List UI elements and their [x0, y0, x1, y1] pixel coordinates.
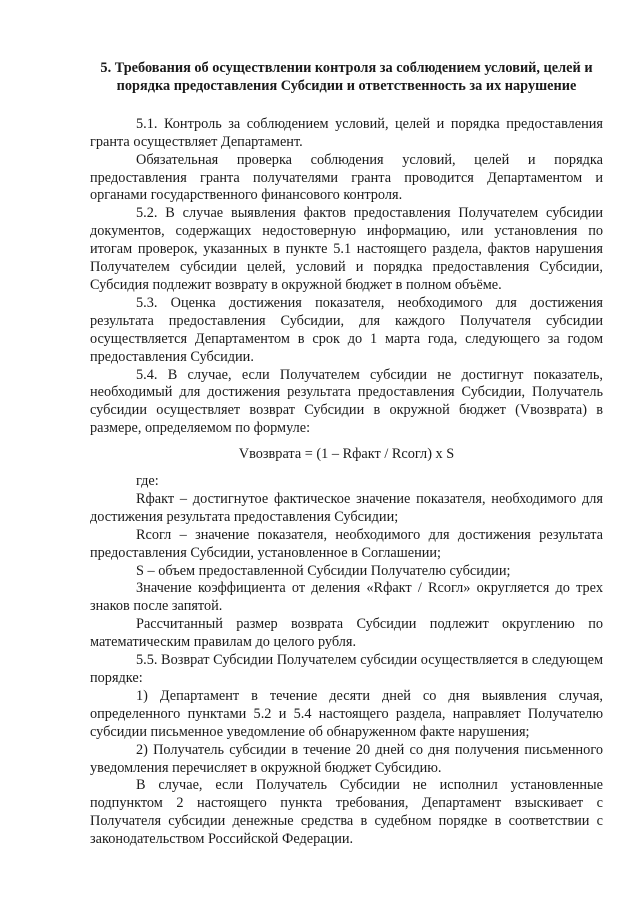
- paragraph-5-3: 5.3. Оценка достижения показателя, необходимого для достижения результата предоставления Субсидии, для каждого Получателя субсидии осуществляется Департаментом в срок до 1 марта года, следующего за годом предоставления Субсидии.: [90, 294, 603, 365]
- refund-formula: Vвозврата = (1 – Rфакт / Rсогл) x S: [238, 446, 455, 463]
- list-item-1: 1) Департамент в течение десяти дней со дня выявления случая, определенного пунктами 5.2 и 5.4 настоящего раздела, направляет Получателю субсидии письменное уведомление об обнаруженном факте нарушения;: [90, 687, 603, 740]
- paragraph-5-5: 5.5. Возврат Субсидии Получателем субсидии осуществляется в следующем порядке:: [90, 652, 603, 686]
- definition-s: S – объем предоставленной Субсидии Получателю субсидии;: [136, 562, 511, 579]
- paragraph-court-recovery: В случае, если Получатель Субсидии не исполнил установленные подпунктом 2 настоящего пункта требования, Департамент взыскивает с Получателя субсидии денежные средства в судебном порядке в соответствии с законодательством Российской Федерации.: [90, 777, 603, 848]
- section-heading: 5. Требования об осуществлении контроля за соблюдением условий, целей и порядка предоставления Субсидии и ответственность за их нарушение: [100, 60, 593, 94]
- paragraph-5-4: 5.4. В случае, если Получателем субсидии не достигнут показатель, необходимый для достижения результата предоставления Субсидии, Получатель субсидии осуществляет возврат Субсидии в окружной бюджет (Vвозврата) в размере, определяемом по формуле:: [90, 366, 603, 437]
- paragraph-rounding-coefficient: Значение коэффициента от деления «Rфакт / Rсогл» округляется до трех знаков после запятой.: [90, 580, 603, 615]
- paragraph-where: где:: [136, 473, 159, 490]
- definition-rfact: Rфакт – достигнутое фактическое значение показателя, необходимого для достижения результата предоставления Субсидии;: [90, 490, 603, 525]
- paragraph-5-1: 5.1. Контроль за соблюдением условий, целей и порядка предоставления гранта осуществляет Департамент.: [90, 115, 603, 150]
- definition-rsogl: Rсогл – значение показателя, необходимого для достижения результата предоставления Субсидии, установленное в Соглашении;: [90, 526, 603, 561]
- paragraph-5-2: 5.2. В случае выявления фактов предоставления Получателем субсидии документов, содержащих недостоверную информацию, или установления по итогам проверок, указанных в пункте 5.1 настоящего раздела, фактов нарушения Получателем субсидии целей, условий и порядка предоставления Субсидии, Субсидия подлежит возврату в окружной бюджет в полном объёме.: [90, 205, 603, 293]
- paragraph-mandatory-check: Обязательная проверка соблюдения условий, целей и порядка предоставления гранта получателями гранта проводится Департаментом и органами государственного финансового контроля.: [90, 151, 603, 204]
- paragraph-rounding-amount: Рассчитанный размер возврата Субсидии подлежит округлению по математическим правилам до целого рубля.: [90, 616, 603, 651]
- list-item-2: 2) Получатель субсидии в течение 20 дней со дня получения письменного уведомления перечисляет в окружной бюджет Субсидию.: [90, 741, 603, 776]
- document-body: [90, 60, 603, 849]
